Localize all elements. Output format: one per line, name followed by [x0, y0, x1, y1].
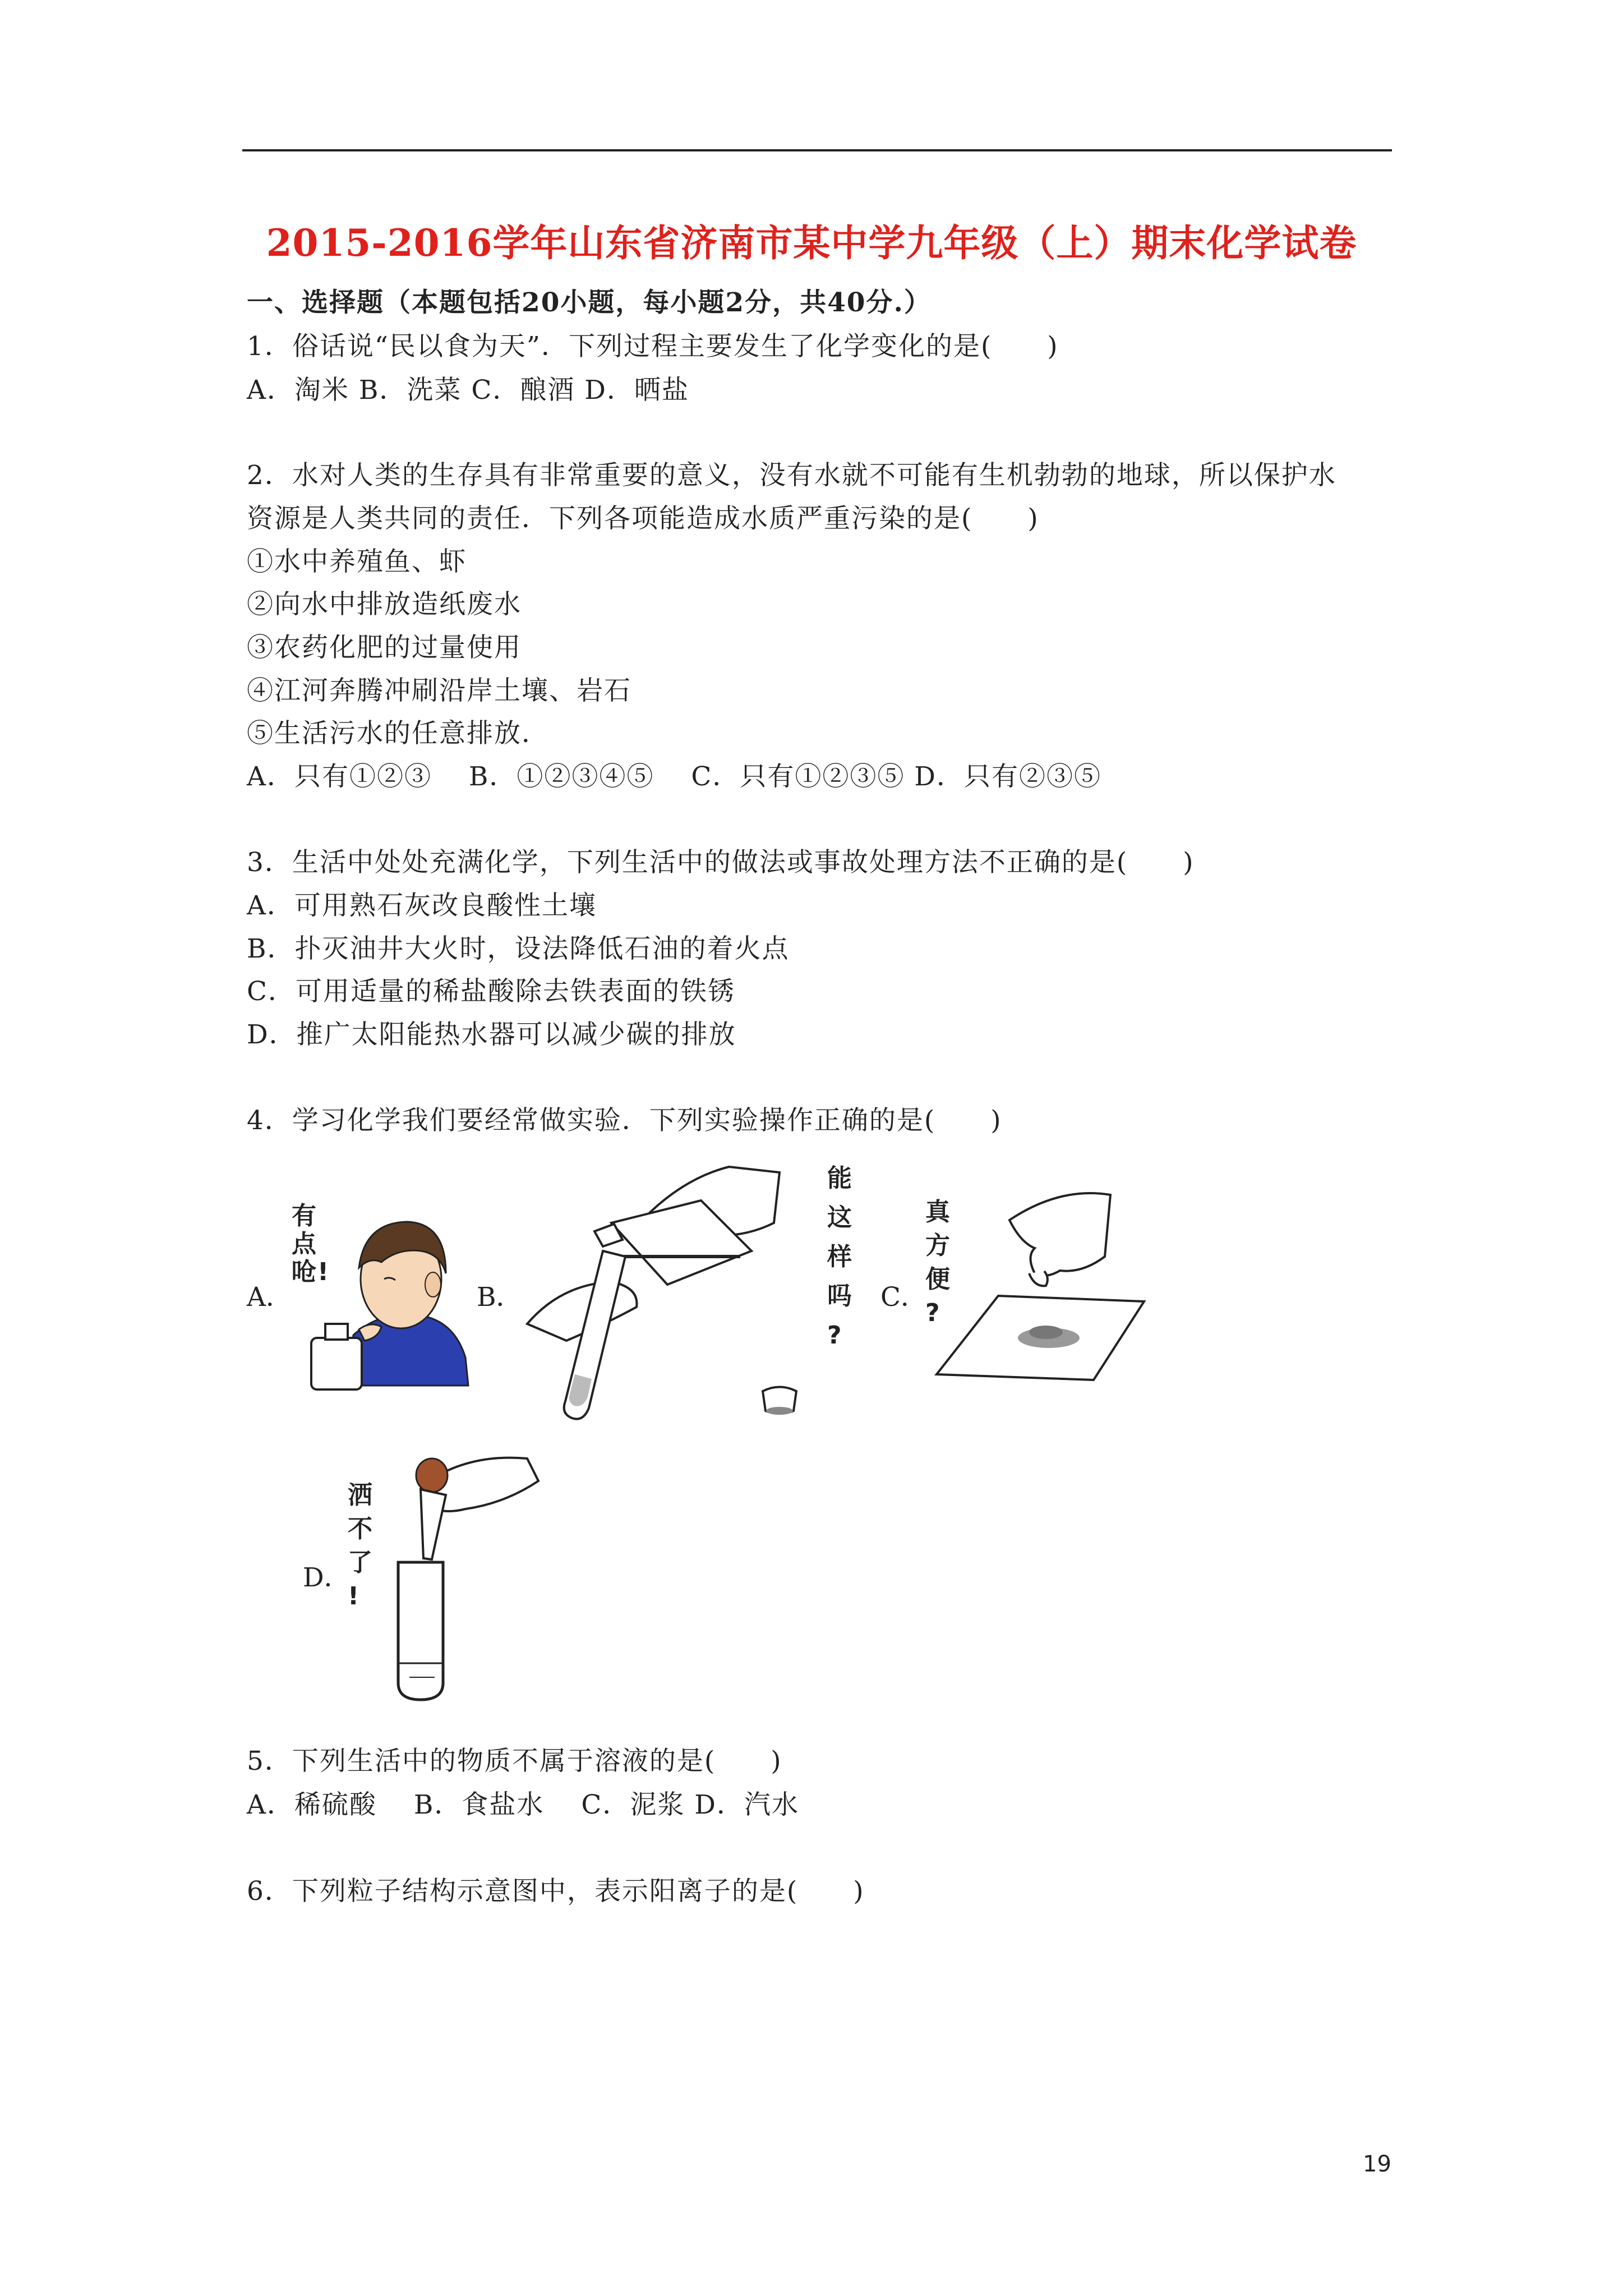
- figure-c-caption-char: 便: [925, 1265, 950, 1294]
- q2-item: ①水中养殖鱼、虾: [247, 546, 467, 577]
- q4-label-d: D．: [303, 1562, 351, 1593]
- figure-b-caption-char: 样: [827, 1243, 852, 1271]
- figure-d-caption-char: 了: [348, 1548, 372, 1577]
- q2-stem-line2: 资源是人类共同的责任．下列各项能造成水质严重污染的是( ): [247, 503, 1039, 534]
- exam-title: 2015-2016学年山东省济南市某中学九年级（上）期末化学试卷: [266, 221, 1357, 265]
- figure-a-smelling-illustration: [286, 1195, 477, 1391]
- q2-item: ③农药化肥的过量使用: [247, 632, 522, 663]
- page-number: 19: [1363, 2151, 1391, 2177]
- q4-stem: 4．学习化学我们要经常做实验．下列实验操作正确的是( ): [247, 1105, 1002, 1136]
- q4-label-c: C．: [880, 1282, 927, 1313]
- q3-option-d: D．推广太阳能热水器可以减少碳的排放: [247, 1019, 736, 1050]
- q2-item: ②向水中排放造纸废水: [247, 589, 522, 620]
- q3-option-c: C．可用适量的稀盐酸除去铁表面的铁锈: [247, 976, 735, 1007]
- section-heading: 一、选择题（本题包括20小题，每小题2分，共40分.）: [247, 287, 932, 318]
- q1-stem: 1．俗话说“民以食为天”．下列过程主要发生了化学变化的是( ): [247, 331, 1059, 362]
- figure-a-caption-char: 点: [292, 1230, 316, 1258]
- header-rule: [242, 149, 1392, 151]
- figure-c-picking-solid-illustration: [920, 1189, 1155, 1391]
- q2-item: ④江河奔腾冲刷沿岸土壤、岩石: [247, 675, 631, 706]
- q5-stem: 5．下列生活中的物质不属于溶液的是( ): [247, 1746, 782, 1777]
- q2-item: ⑤生活污水的任意排放．: [247, 718, 549, 749]
- figure-b-caption-char: 能: [827, 1164, 852, 1193]
- figure-b-pouring-illustration: [516, 1156, 864, 1430]
- figure-b-caption-char: ?: [827, 1321, 842, 1350]
- q6-stem: 6．下列粒子结构示意图中，表示阳离子的是( ): [247, 1876, 865, 1907]
- figure-d-caption-char: !: [348, 1582, 359, 1611]
- q3-option-b: B．扑灭油井大火时，设法降低石油的着火点: [247, 933, 790, 964]
- figure-a-caption-char: !: [317, 1258, 329, 1286]
- figure-a-caption-char: 呛: [292, 1258, 316, 1286]
- q1-options: A．淘米 B．洗菜 C．酿酒 D．晒盐: [247, 375, 689, 406]
- q2-stem-line1: 2．水对人类的生存具有非常重要的意义，没有水就不可能有生机勃勃的地球，所以保护水: [247, 460, 1336, 491]
- figure-c-caption-char: ?: [925, 1299, 940, 1327]
- figure-b-caption-char: 吗: [827, 1282, 852, 1310]
- q3-stem: 3．生活中处处充满化学，下列生活中的做法或事故处理方法不正确的是( ): [247, 847, 1195, 878]
- figure-d-caption-char: 洒: [348, 1481, 372, 1510]
- q3-option-a: A．可用熟石灰改良酸性土壤: [247, 890, 597, 921]
- figure-c-caption-char: 真: [925, 1198, 950, 1226]
- figure-d-caption-char: 不: [348, 1515, 372, 1543]
- q5-options: A．稀硫酸 B．食盐水 C．泥浆 D．汽水: [247, 1789, 799, 1820]
- q4-label-a: A．: [247, 1282, 292, 1313]
- q4-label-b: B．: [477, 1282, 523, 1313]
- figure-b-caption-char: 这: [827, 1203, 852, 1232]
- figure-d-dropper-illustration: [336, 1442, 550, 1705]
- figure-c-caption-char: 方: [925, 1231, 950, 1260]
- figure-a-caption-char: 有: [292, 1202, 316, 1230]
- q2-options: A．只有①②③ B．①②③④⑤ C．只有①②③⑤ D．只有②③⑤: [247, 761, 1101, 792]
